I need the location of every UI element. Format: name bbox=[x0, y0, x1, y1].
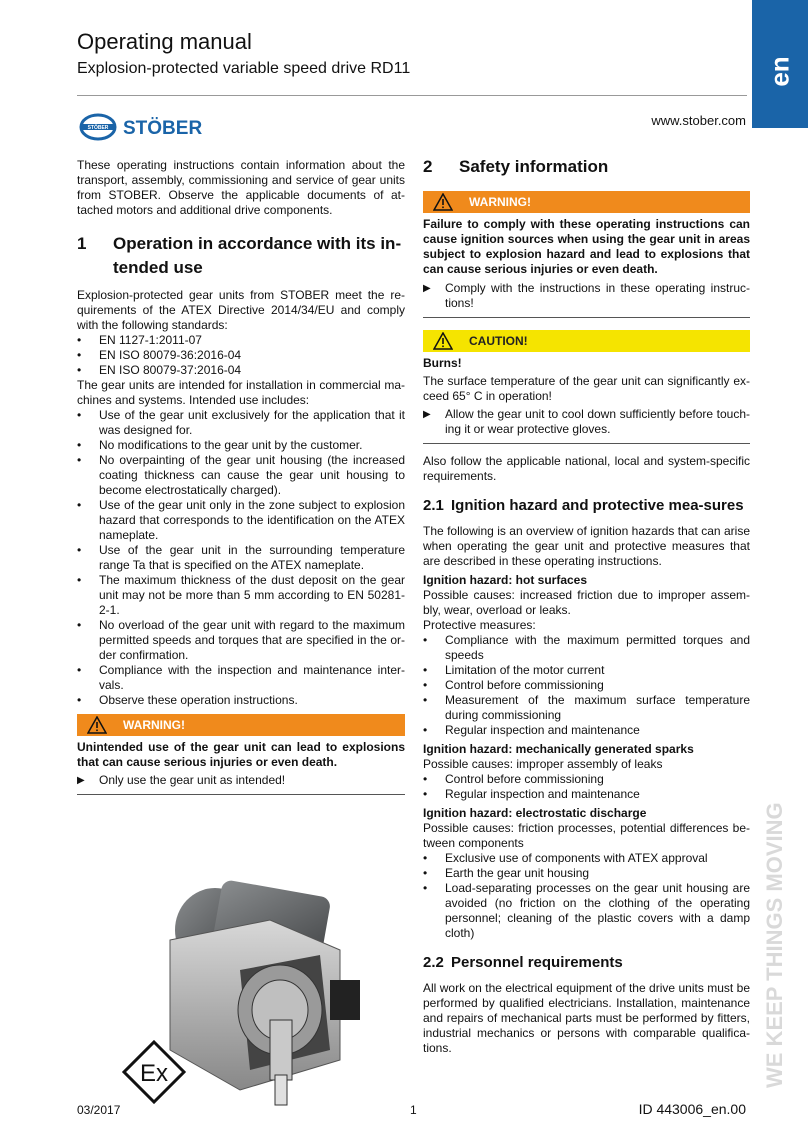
language-tab bbox=[752, 0, 808, 128]
warning-bar bbox=[77, 714, 405, 736]
caution-action: ▶ Allow the gear unit to cool down sufficiently before touch-ing it or wear protective gloves. bbox=[423, 407, 750, 437]
warning-triangle-icon bbox=[87, 716, 107, 734]
also-follow-paragraph: Also follow the applicable national, local and system-specific requirements. bbox=[423, 454, 750, 483]
warning-action: ▶ Only use the gear unit as intended! bbox=[77, 773, 405, 788]
caution-label: CAUTION! bbox=[469, 333, 528, 348]
sparks-measures-list bbox=[423, 772, 750, 802]
intro-paragraph: These operating instructions contain information about the transport, assembly, commissioning and service of gear units from STOBER. Observe the applicable documents of at-tached motors and additional drive components. bbox=[77, 158, 405, 217]
section-1-heading bbox=[77, 232, 405, 280]
standards-list bbox=[77, 333, 405, 378]
slogan-text: WE KEEP THINGS MOVING bbox=[762, 802, 787, 1088]
list-item: • Use of the gear unit in the surrounding temperature range Ta that is specified on the ATEX nameplate. bbox=[77, 543, 405, 573]
protective-measures-label: Protective measures: bbox=[423, 618, 536, 632]
language-code: en bbox=[764, 56, 795, 87]
list-item: • EN ISO 80079-36:2016-04 bbox=[77, 348, 405, 363]
section-2-2-number: 2.2 bbox=[423, 954, 444, 971]
stober-logo-icon bbox=[79, 112, 229, 142]
hazard-sparks-causes: Possible causes: improper assembly of leaks bbox=[423, 757, 663, 771]
list-item: • Regular inspection and maintenance bbox=[423, 723, 750, 738]
hazard-hot-surfaces-causes: Possible causes: increased friction due to improper assem-bly, wear, overload or leaks. bbox=[423, 588, 750, 617]
section-1-paragraph: Explosion-protected gear units from STOBER meet the re-quirements of the ATEX Directive 2014/34/EU and comply with the following standards: bbox=[77, 288, 405, 332]
section-2-2-text: All work on the electrical equipment of the drive units must be performed by qualified electricians. Installation, maintenance and repairs of mechanical parts must be performed by fitters, industrial mechanics or persons with comparable qualifica-tions. bbox=[423, 981, 750, 1055]
warning-label: WARNING! bbox=[469, 194, 531, 209]
slogan bbox=[752, 720, 792, 1090]
hot-surfaces-measures-list bbox=[423, 633, 750, 738]
list-item: • Limitation of the motor current bbox=[423, 663, 750, 678]
warning-bar bbox=[423, 191, 750, 213]
footer-page-number: 1 bbox=[410, 1103, 417, 1117]
section-2-2-title: Personnel requirements bbox=[451, 954, 623, 971]
hazard-electrostatic-title: Ignition hazard: electrostatic discharge bbox=[423, 806, 647, 820]
section-1-title: Operation in accordance with its in-tended use bbox=[113, 234, 402, 277]
list-item: • Control before commissioning bbox=[423, 772, 750, 787]
list-item: • Use of the gear unit only in the zone subject to explosion hazard that corresponds to the identification on the ATEX nameplate. bbox=[77, 498, 405, 543]
list-item: • Measurement of the maximum surface temperature during commissioning bbox=[423, 693, 750, 723]
ex-mark-text: Ex bbox=[139, 1060, 169, 1087]
section-2-1-number: 2.1 bbox=[423, 497, 444, 514]
caution-heading: Burns! bbox=[423, 356, 462, 370]
list-item: • EN ISO 80079-37:2016-04 bbox=[77, 363, 405, 378]
list-item: • Control before commissioning bbox=[423, 678, 750, 693]
list-item: • EN 1127-1:2011-07 bbox=[77, 333, 405, 348]
footer-date: 03/2017 bbox=[77, 1103, 121, 1117]
intended-use-paragraph: The gear units are intended for installation in commercial ma-chines and systems. Intended use includes: bbox=[77, 378, 405, 407]
slogan-vertical-text bbox=[752, 720, 792, 1090]
document-subtitle: Explosion-protected variable speed drive RD11 bbox=[77, 60, 411, 77]
list-item: • No modifications to the gear unit by the customer. bbox=[77, 438, 405, 453]
ex-mark bbox=[122, 1040, 186, 1104]
caution-triangle-icon bbox=[433, 332, 453, 350]
section-2-2-heading bbox=[423, 953, 750, 973]
section-2-1-intro: The following is an overview of ignition hazards that can arise when operating the gear unit and protective measures that are described in these operating instructions. bbox=[423, 524, 750, 568]
list-item: • Exclusive use of components with ATEX approval bbox=[423, 851, 750, 866]
left-column bbox=[77, 158, 405, 795]
logo-brand-text: STÖBER bbox=[123, 118, 203, 139]
section-2-number: 2 bbox=[423, 157, 433, 176]
website-url[interactable]: www.stober.com bbox=[651, 113, 746, 128]
section-2-1-heading bbox=[423, 496, 750, 516]
caution-bar bbox=[423, 330, 750, 352]
list-item: • Use of the gear unit exclusively for the application that it was designed for. bbox=[77, 408, 405, 438]
warning-divider bbox=[77, 794, 405, 795]
hazard-hot-surfaces-title: Ignition hazard: hot surfaces bbox=[423, 573, 588, 587]
list-item: • Load-separating processes on the gear unit housing are avoided (no friction on the clothing of the operating personnel; cleaning of the plastic covers with a damp cloth) bbox=[423, 881, 750, 941]
hazard-electrostatic-causes: Possible causes: friction processes, potential differences be-tween components bbox=[423, 821, 750, 850]
hazard-sparks-title: Ignition hazard: mechanically generated sparks bbox=[423, 742, 694, 756]
right-column bbox=[423, 155, 750, 1056]
section-2-heading bbox=[423, 155, 750, 179]
warning-divider bbox=[423, 317, 750, 318]
list-item: • Regular inspection and maintenance bbox=[423, 787, 750, 802]
footer-document-id: ID 443006_en.00 bbox=[638, 1101, 746, 1117]
atex-ex-icon bbox=[122, 1040, 186, 1104]
warning-text: Unintended use of the gear unit can lead to explosions that can cause serious injuries or even death. bbox=[77, 740, 405, 769]
logo-mark-text: STÖBER bbox=[87, 125, 109, 131]
warning-label: WARNING! bbox=[123, 717, 185, 732]
list-item: • Observe these operation instructions. bbox=[77, 693, 405, 708]
document-title: Operating manual bbox=[77, 29, 252, 54]
section-2-title: Safety information bbox=[459, 157, 609, 176]
caution-text: The surface temperature of the gear unit can significantly ex-ceed 65° C in operation! bbox=[423, 374, 750, 403]
stober-logo bbox=[79, 112, 229, 142]
caution-divider bbox=[423, 443, 750, 444]
list-item: • No overload of the gear unit with regard to the maximum permitted speeds and torques that are specified in the or-der confirmation. bbox=[77, 618, 405, 663]
list-item: • No overpainting of the gear unit housing (the increased coating thickness can cause the gear unit housing to become electrostatically charged). bbox=[77, 453, 405, 498]
list-item: • Compliance with the maximum permitted torques and speeds bbox=[423, 633, 750, 663]
intended-use-list bbox=[77, 408, 405, 708]
section-1-number: 1 bbox=[77, 234, 87, 253]
warning-triangle-icon bbox=[433, 193, 453, 211]
list-item: • Compliance with the inspection and maintenance inter-vals. bbox=[77, 663, 405, 693]
warning-text: Failure to comply with these operating instructions can cause ignition sources when using the gear unit in areas subject to explosion hazard and lead to explosions that can cause serious injuries or even death. bbox=[423, 217, 750, 276]
electrostatic-measures-list bbox=[423, 851, 750, 941]
warning-action: ▶ Comply with the instructions in these operating instruc-tions! bbox=[423, 281, 750, 311]
list-item: • Earth the gear unit housing bbox=[423, 866, 750, 881]
section-2-1-title: Ignition hazard and protective mea-sures bbox=[451, 497, 744, 514]
list-item: • The maximum thickness of the dust deposit on the gear unit may not be more than 5 mm according to EN 50281-2-1. bbox=[77, 573, 405, 618]
header-rule bbox=[77, 95, 747, 96]
